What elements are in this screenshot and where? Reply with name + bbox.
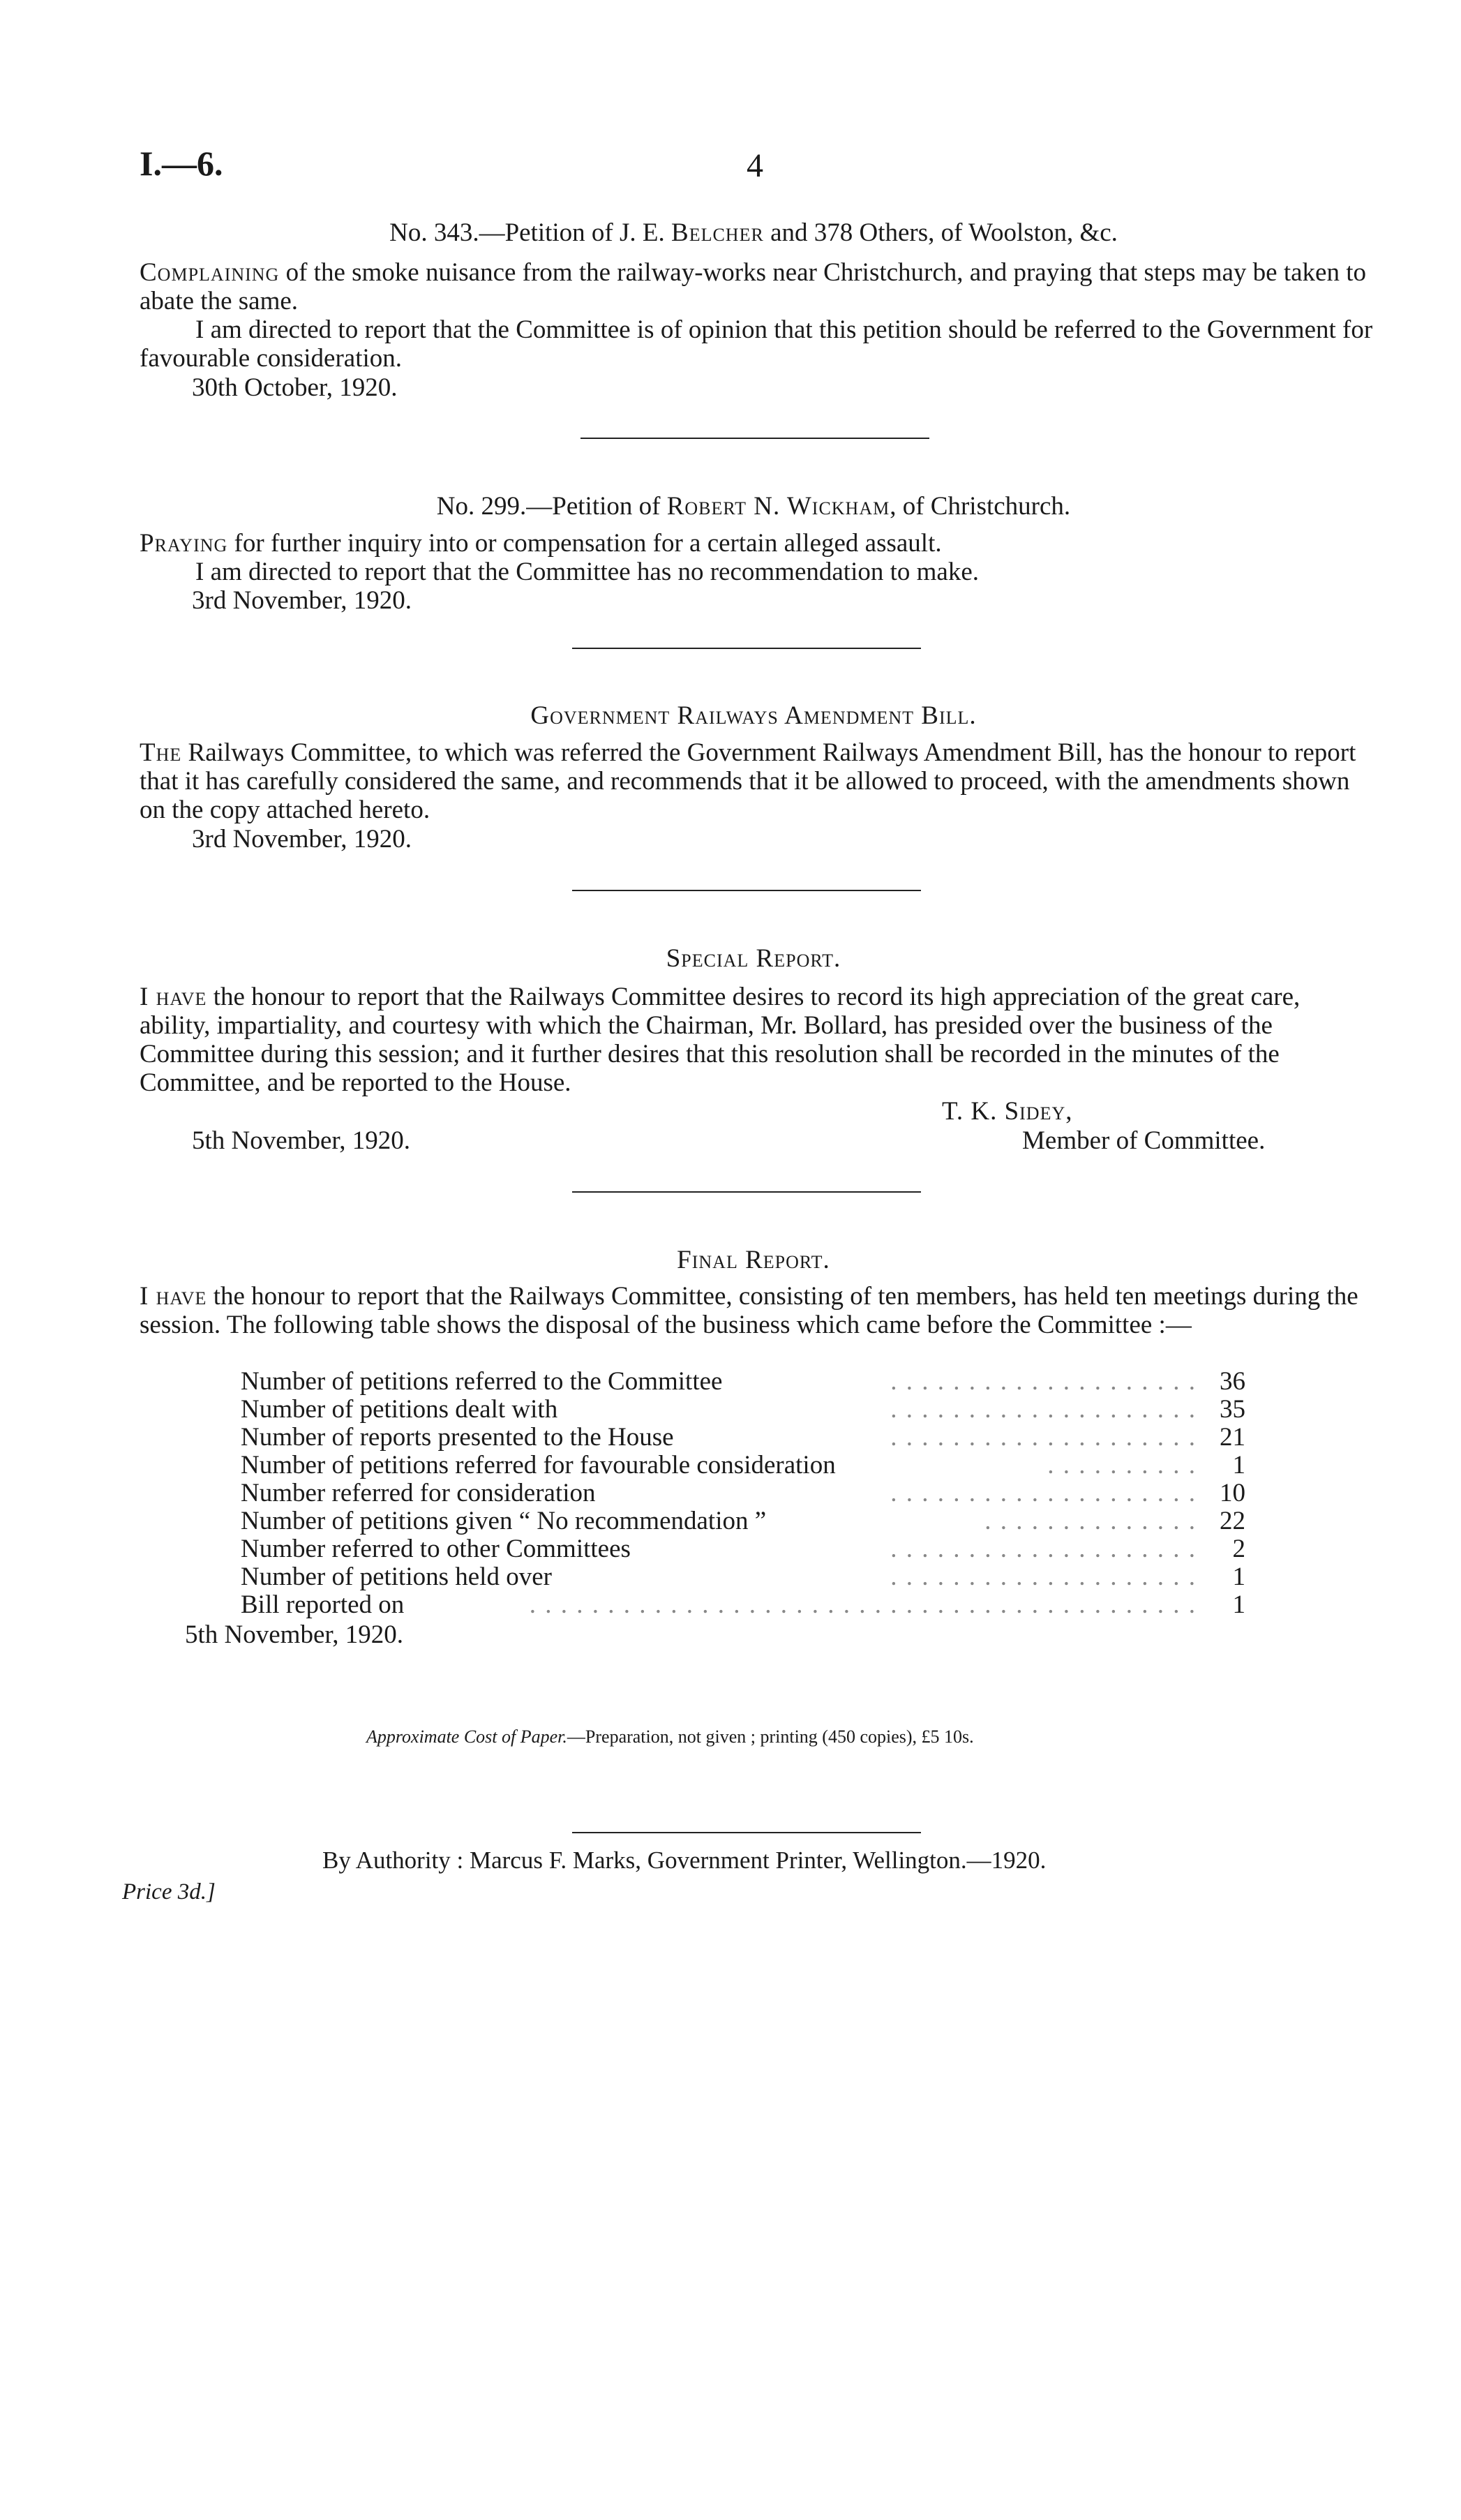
table-row-value: 21 — [1220, 1423, 1245, 1452]
section-divider — [580, 438, 929, 439]
table-row-label: Number of petitions dealt with — [241, 1395, 558, 1424]
table-row-value: 1 — [1232, 1590, 1245, 1619]
section-divider — [572, 648, 921, 649]
petition-299-body: Praying for further inquiry into or compensation for a certain alleged assault. — [140, 529, 942, 558]
petition-299-heading: No. 299.—Petition of Robert N. Wickham, of Christchurch. — [436, 492, 1071, 521]
petition-343-body: Complaining of the smoke nuisance from the railway-works near Christchurch, and praying that steps may be taken to abate the same. — [140, 258, 1366, 315]
table-row-label: Number of petitions held over — [241, 1563, 552, 1591]
table-row-value: 2 — [1232, 1535, 1245, 1563]
cost-of-paper: Approximate Cost of Paper.—Preparation, not given ; printing (450 copies), £5 10s. — [366, 1727, 974, 1747]
table-row-value: 36 — [1220, 1367, 1245, 1396]
special-report-role: Member of Committee. — [1022, 1126, 1266, 1155]
petition-343-date: 30th October, 1920. — [192, 373, 398, 402]
bill-heading: Government Railways Amendment Bill. — [530, 701, 977, 730]
special-report-heading: Special Report. — [666, 944, 841, 973]
leader-dots: . . . . . . . . . . . . . . — [984, 1507, 1197, 1535]
leader-dots: . . . . . . . . . . . . . . . . . . . . — [890, 1479, 1197, 1507]
final-report-date: 5th November, 1920. — [185, 1620, 403, 1649]
table-row-label: Number of petitions referred for favourable consideration — [241, 1451, 836, 1479]
table-row-value: 1 — [1232, 1451, 1245, 1479]
section-divider — [572, 1832, 921, 1833]
petition-343-directive: I am directed to report that the Committee is of opinion that this petition should be referred to the Government for favourable consideration. — [140, 315, 1373, 373]
final-report-body: I have the honour to report that the Railways Committee, consisting of ten members, has held ten meetings during the session. The following table shows the disposal of the business which came before the Committee :— — [140, 1282, 1358, 1339]
petition-343-heading: No. 343.—Petition of J. E. Belcher and 378 Others, of Woolston, &c. — [389, 218, 1118, 247]
leader-dots: . . . . . . . . . . . . . . . . . . . . — [890, 1396, 1197, 1424]
price: Price 3d.] — [122, 1879, 216, 1904]
table-row-value: 22 — [1220, 1507, 1245, 1535]
leader-dots: . . . . . . . . . . . . . . . . . . . . — [890, 1424, 1197, 1452]
table-row-label: Bill reported on — [241, 1590, 405, 1619]
table-row-value: 35 — [1220, 1395, 1245, 1424]
printer-authority: By Authority : Marcus F. Marks, Government Printer, Wellington.—1920. — [322, 1847, 1047, 1874]
petition-299-directive: I am directed to report that the Committee has no recommendation to make. — [195, 558, 980, 586]
section-divider — [572, 890, 921, 891]
leader-dots: . . . . . . . . . . . . . . . . . . . . — [890, 1368, 1197, 1396]
document-id: I.—6. — [140, 144, 223, 183]
leader-dots: . . . . . . . . . . . . . . . . . . . . — [890, 1535, 1197, 1563]
leader-dots: . . . . . . . . . . . . . . . . . . . . . . . . . . . . . . . . . . . . . . . . . . . — [529, 1591, 1197, 1619]
table-row-label: Number of petitions referred to the Committee — [241, 1367, 723, 1396]
leader-dots: . . . . . . . . . . — [1047, 1452, 1197, 1479]
final-report-heading: Final Report. — [677, 1246, 830, 1274]
table-row-label: Number referred to other Committees — [241, 1535, 631, 1563]
leader-dots: . . . . . . . . . . . . . . . . . . . . — [890, 1563, 1197, 1591]
table-row-label: Number of petitions given “ No recommendation ” — [241, 1507, 767, 1535]
section-divider — [572, 1191, 921, 1193]
table-row-label: Number referred for consideration — [241, 1479, 596, 1507]
bill-body: The Railways Committee, to which was referred the Government Railways Amendment Bill, has the honour to report that it has carefully considered the same, and recommends that it be allowed to proceed, with the amendments shown on the copy attached hereto. — [140, 738, 1356, 824]
bill-date: 3rd November, 1920. — [192, 825, 412, 853]
table-row-value: 1 — [1232, 1563, 1245, 1591]
petition-299-date: 3rd November, 1920. — [192, 586, 412, 615]
table-row-label: Number of reports presented to the House — [241, 1423, 674, 1452]
special-report-body: I have the honour to report that the Railways Committee desires to record its high appreciation of the great care, ability, impartiality, and courtesy with which the Chairman, Mr. Bollard, has presided over the business of the Committee during this session; and it further desires that this resolution shall be recorded in the minutes of the Committee, and be reported to the House. — [140, 983, 1301, 1097]
special-report-date: 5th November, 1920. — [192, 1126, 410, 1155]
table-row-value: 10 — [1220, 1479, 1245, 1507]
special-report-signatory: T. K. Sidey, — [942, 1097, 1073, 1126]
page-number: 4 — [747, 147, 763, 184]
